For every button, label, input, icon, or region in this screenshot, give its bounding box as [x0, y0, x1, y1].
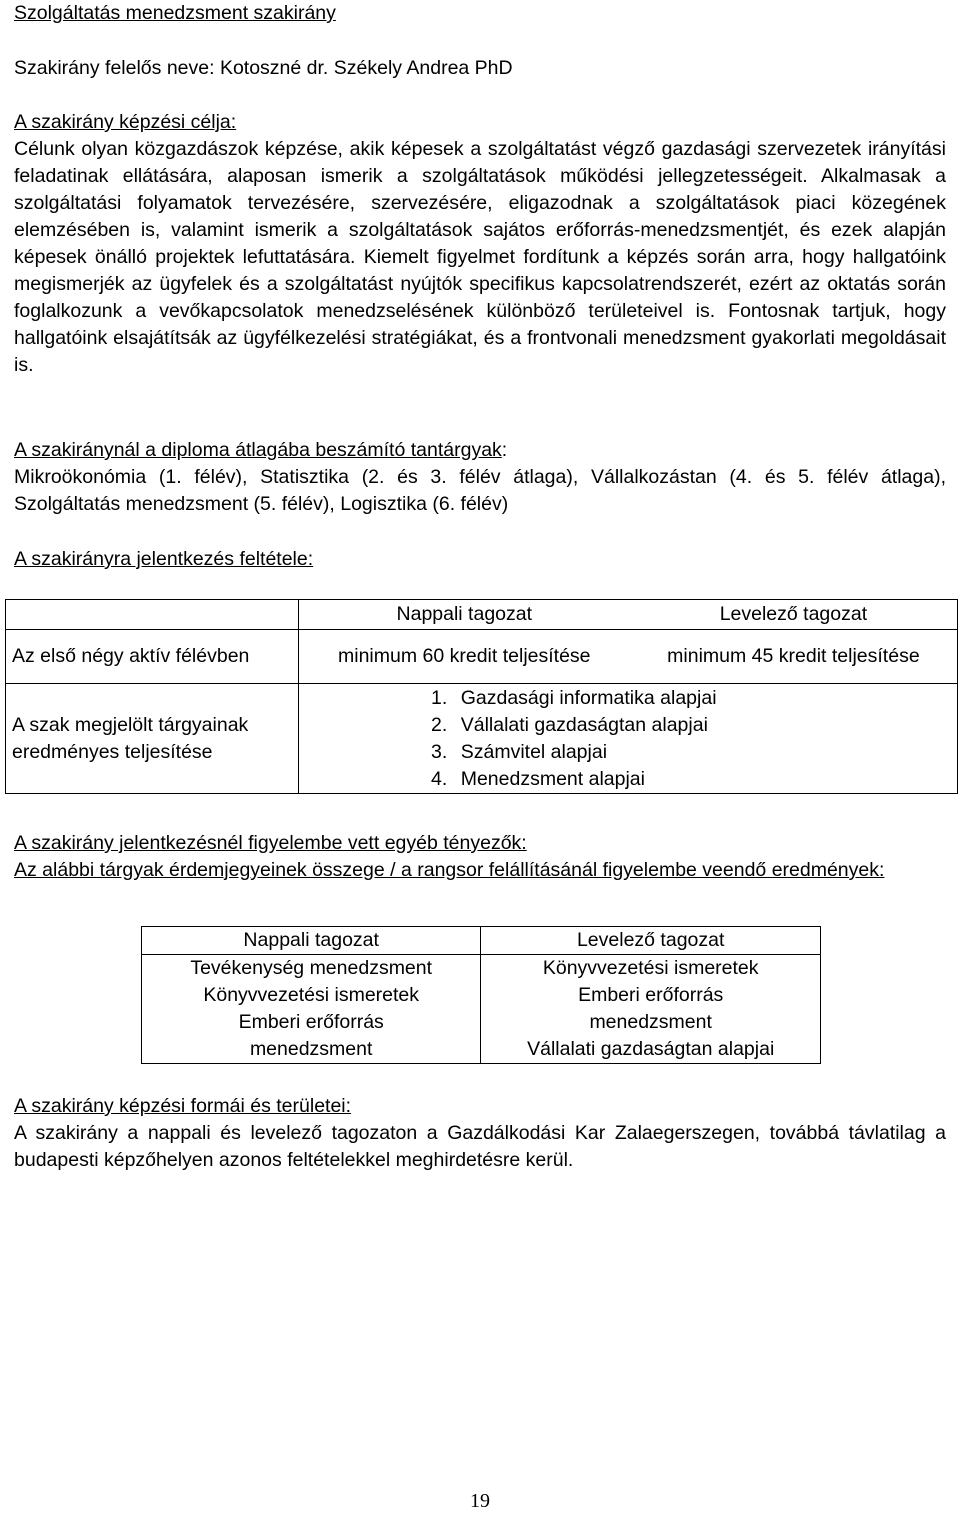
col-header-correspondence: Levelező tagozat: [630, 600, 958, 630]
forms-heading: A szakirány képzési formái és területei:: [14, 1095, 352, 1117]
table-row: [6, 630, 958, 684]
list-item: 4. Menedzsment alapjai: [453, 766, 951, 793]
list-item: 3. Számvitel alapjai: [453, 739, 951, 766]
page-number: 19: [470, 1490, 490, 1512]
table-header-row: [6, 600, 958, 630]
list-item: 1. Gazdasági informatika alapjai: [453, 685, 951, 712]
table-row: [142, 955, 821, 1064]
correspondence-subjects-cell: [481, 955, 821, 1064]
table-row: [6, 684, 958, 794]
list-item: Emberi erőforrás menedzsment: [578, 984, 724, 1033]
table-header-row: [142, 927, 821, 955]
credits-correspondence: minimum 45 kredit teljesítése: [630, 630, 958, 684]
goal-heading: A szakirány képzési célja:: [14, 111, 237, 133]
col-header-day: Nappali tagozat: [298, 600, 630, 630]
ranking-subjects-table: [141, 926, 821, 1064]
table-cell-empty: [6, 600, 299, 630]
application-requirements-table: [5, 599, 958, 794]
factors-subheading: Az alábbi tárgyak érdemjegyeinek összege / a rangsor felállításánál figyelembe veendő eredmények:: [14, 859, 885, 881]
col-header-correspondence: Levelező tagozat: [481, 927, 821, 955]
list-item: Könyvvezetési ismeretek: [203, 984, 420, 1006]
required-subjects-list: [413, 685, 951, 793]
col-header-day: Nappali tagozat: [142, 927, 481, 955]
diploma-subjects: Mikroökonómia (1. félév), Statisztika (2. és 3. félév átlaga), Vállalkozástan (4. és 5. félév átlaga), Szolgáltatás menedzsment (5. félév), Logisztika (6. félév): [14, 466, 946, 515]
row-label-subjects: A szak megjelölt tárgyainak eredményes teljesítése: [6, 684, 299, 794]
forms-text: A szakirány a nappali és levelező tagozaton a Gazdálkodási Kar Zalaegerszegen, továbbá távlatilag a budapesti képzőhelyen azonos feltételekkel meghirdetésre kerül.: [14, 1122, 946, 1171]
list-item: Emberi erőforrás menedzsment: [238, 1011, 384, 1060]
diploma-heading: A szakiránynál a diploma átlagába beszámító tantárgyak: [14, 439, 502, 461]
factors-heading: A szakirány jelentkezésnél figyelembe vett egyéb tényezők:: [14, 832, 527, 854]
list-item: 2. Vállalati gazdaságtan alapjai: [453, 712, 951, 739]
goal-text: Célunk olyan közgazdászok képzése, akik képesek a szolgáltatást végző gazdasági szervezetek irányítási feladatinak ellátására, alaposan ismerik a szolgáltatások működési jellegzetességeit. Alkalmasak a szolgáltatási folyamatok tervezésére, szervezésére, eligazodnak a szolgáltatások piaci közegének elemzésében is, valamint ismerik a szolgáltatások sajátos erőforrás-menedzsmentjét, és ezek alapján képesek önálló projektek lefuttatására. Kiemelt figyelmet fordítunk a képzés során arra, hogy hallgatóink megismerjék az ügyfelek és a szolgáltatást nyújtók specifikus kapcsolatrendszerét, ezért az oktatás során foglalkozunk a vevőkapcsolatok menedzselésének különböző területeivel is. Fontosnak tartjuk, hogy hallgatóink elsajátítsák az ügyfélkezelési stratégiákat, és a frontvonali menedzsment gyakorlati megoldásait is.: [14, 138, 946, 376]
credits-day: minimum 60 kredit teljesítése: [298, 630, 630, 684]
list-item: Vállalati gazdaságtan alapjai: [527, 1038, 775, 1060]
required-subjects-cell: [298, 684, 957, 794]
list-item: Könyvvezetési ismeretek: [542, 957, 759, 979]
row-label-credits: Az első négy aktív félévben: [6, 630, 299, 684]
section-title: Szolgáltatás menedzsment szakirány: [14, 2, 336, 24]
diploma-heading-colon: :: [501, 439, 508, 461]
application-heading: A szakirányra jelentkezés feltétele:: [14, 548, 314, 570]
list-item: Tevékenység menedzsment: [190, 957, 433, 979]
responsible-person: Szakirány felelős neve: Kotoszné dr. Székely Andrea PhD: [14, 57, 513, 79]
day-subjects-cell: [142, 955, 481, 1064]
diploma-heading-line: [14, 437, 507, 464]
